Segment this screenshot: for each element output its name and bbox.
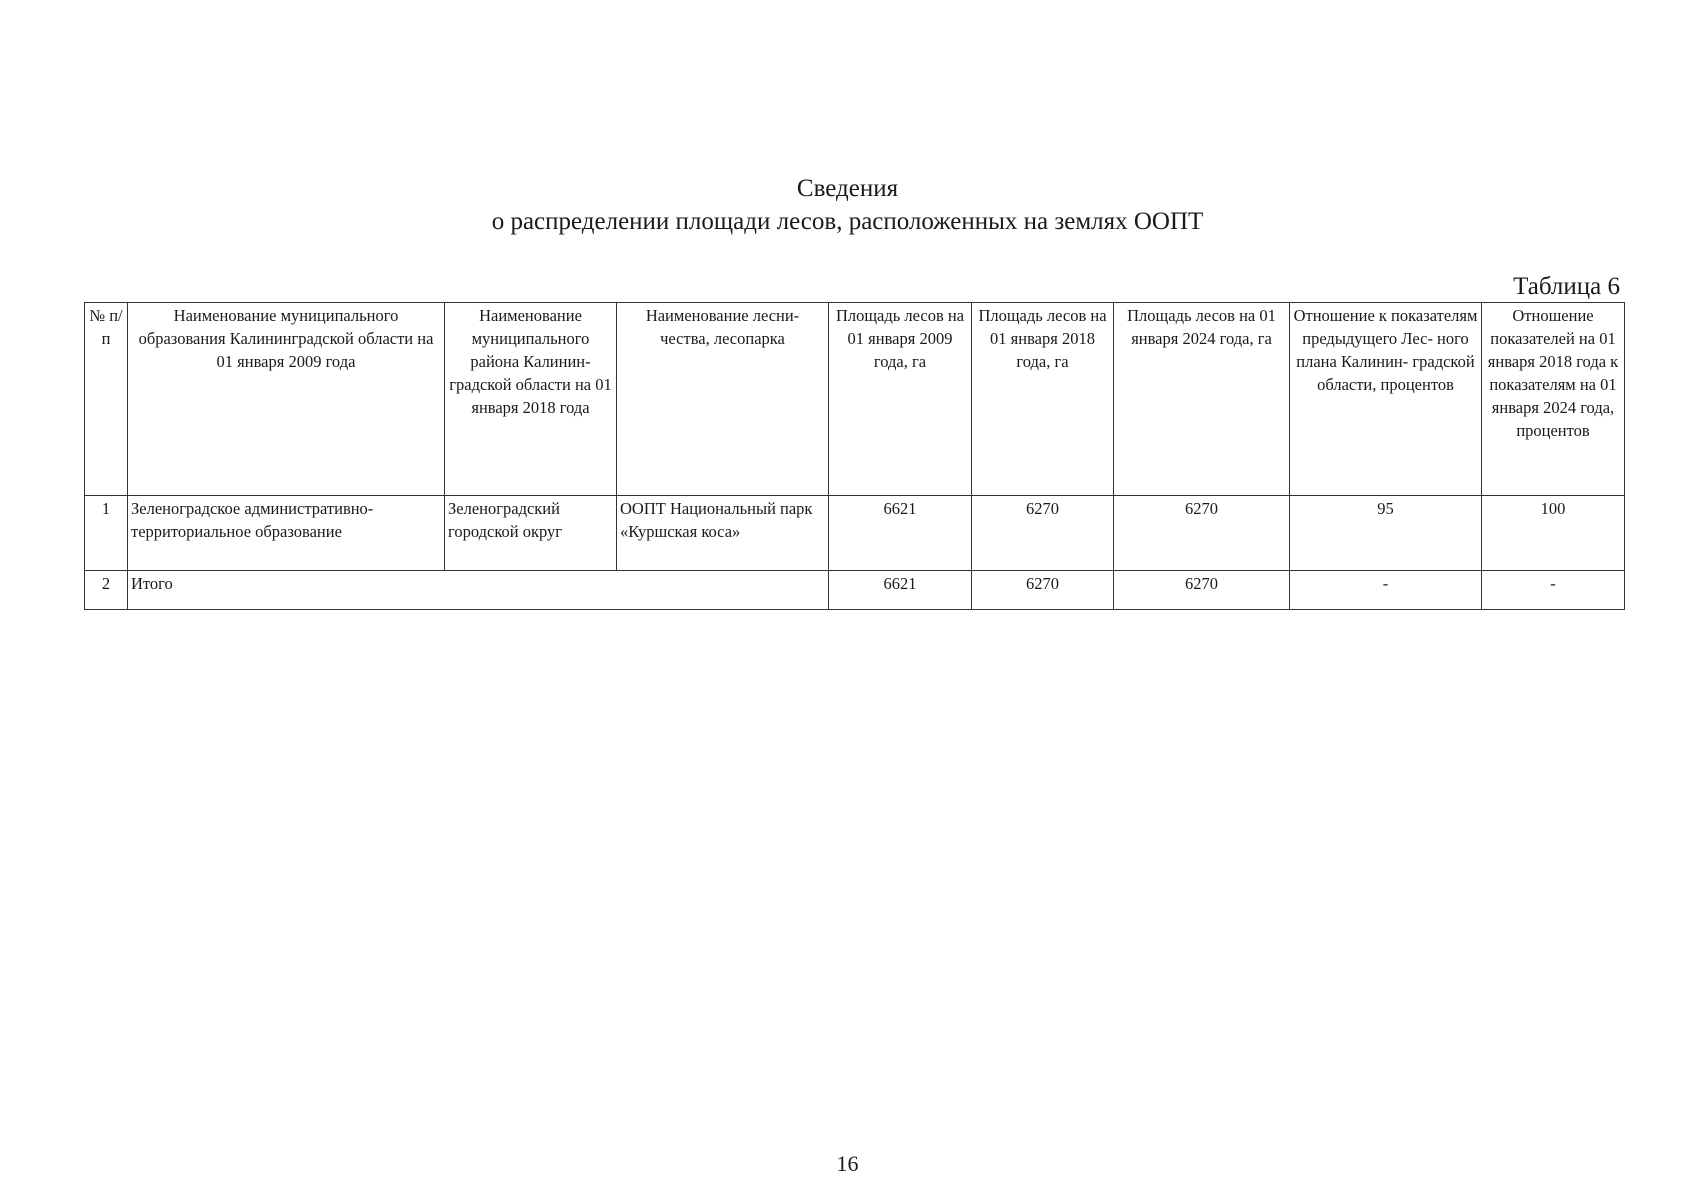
header-ratio-2018-2024: Отношение показателей на 01 января 2018 года к показателям на 01 января 2024 года, процентов — [1482, 303, 1625, 496]
header-number: № п/п — [85, 303, 128, 496]
header-area-2009: Площадь лесов на 01 января 2009 года, га — [829, 303, 972, 496]
cell-municipality: Зеленоградское административно-территориальное образование — [128, 496, 445, 571]
table-total-row — [85, 571, 1625, 610]
cell-ratio-previous: 95 — [1290, 496, 1482, 571]
cell-number: 1 — [85, 496, 128, 571]
forest-area-table — [84, 302, 1625, 610]
cell-ratio-2018-2024: - — [1482, 571, 1625, 610]
header-municipality: Наименование муниципального образования Калининградской области на 01 января 2009 года — [128, 303, 445, 496]
cell-ratio-previous: - — [1290, 571, 1482, 610]
table-row — [85, 496, 1625, 571]
cell-ratio-2018-2024: 100 — [1482, 496, 1625, 571]
cell-total-label: Итого — [128, 571, 829, 610]
cell-area-2018: 6270 — [972, 496, 1114, 571]
header-district: Наименование муниципального района Калинин- градской области на 01 января 2018 года — [445, 303, 617, 496]
cell-forestry: ООПТ Национальный парк «Куршская коса» — [617, 496, 829, 571]
cell-district: Зеленоградский городской округ — [445, 496, 617, 571]
header-forestry: Наименование лесни- чества, лесопарка — [617, 303, 829, 496]
table-label: Таблица 6 — [1513, 273, 1620, 300]
cell-area-2009: 6621 — [829, 571, 972, 610]
cell-area-2009: 6621 — [829, 496, 972, 571]
cell-area-2024: 6270 — [1114, 571, 1290, 610]
cell-area-2024: 6270 — [1114, 496, 1290, 571]
table-header-row — [85, 303, 1625, 496]
cell-area-2018: 6270 — [972, 571, 1114, 610]
header-area-2024: Площадь лесов на 01 января 2024 года, га — [1114, 303, 1290, 496]
page-number: 16 — [836, 1151, 859, 1176]
header-area-2018: Площадь лесов на 01 января 2018 года, га — [972, 303, 1114, 496]
header-ratio-previous: Отношение к показателям предыдущего Лес- ного плана Калинин- градской области, процентов — [1290, 303, 1482, 496]
title-line-1: Сведения — [796, 175, 899, 202]
document-title — [0, 172, 1695, 238]
title-line-2: о распределении площади лесов, расположенных на землях ООПТ — [491, 208, 1204, 235]
cell-number: 2 — [85, 571, 128, 610]
